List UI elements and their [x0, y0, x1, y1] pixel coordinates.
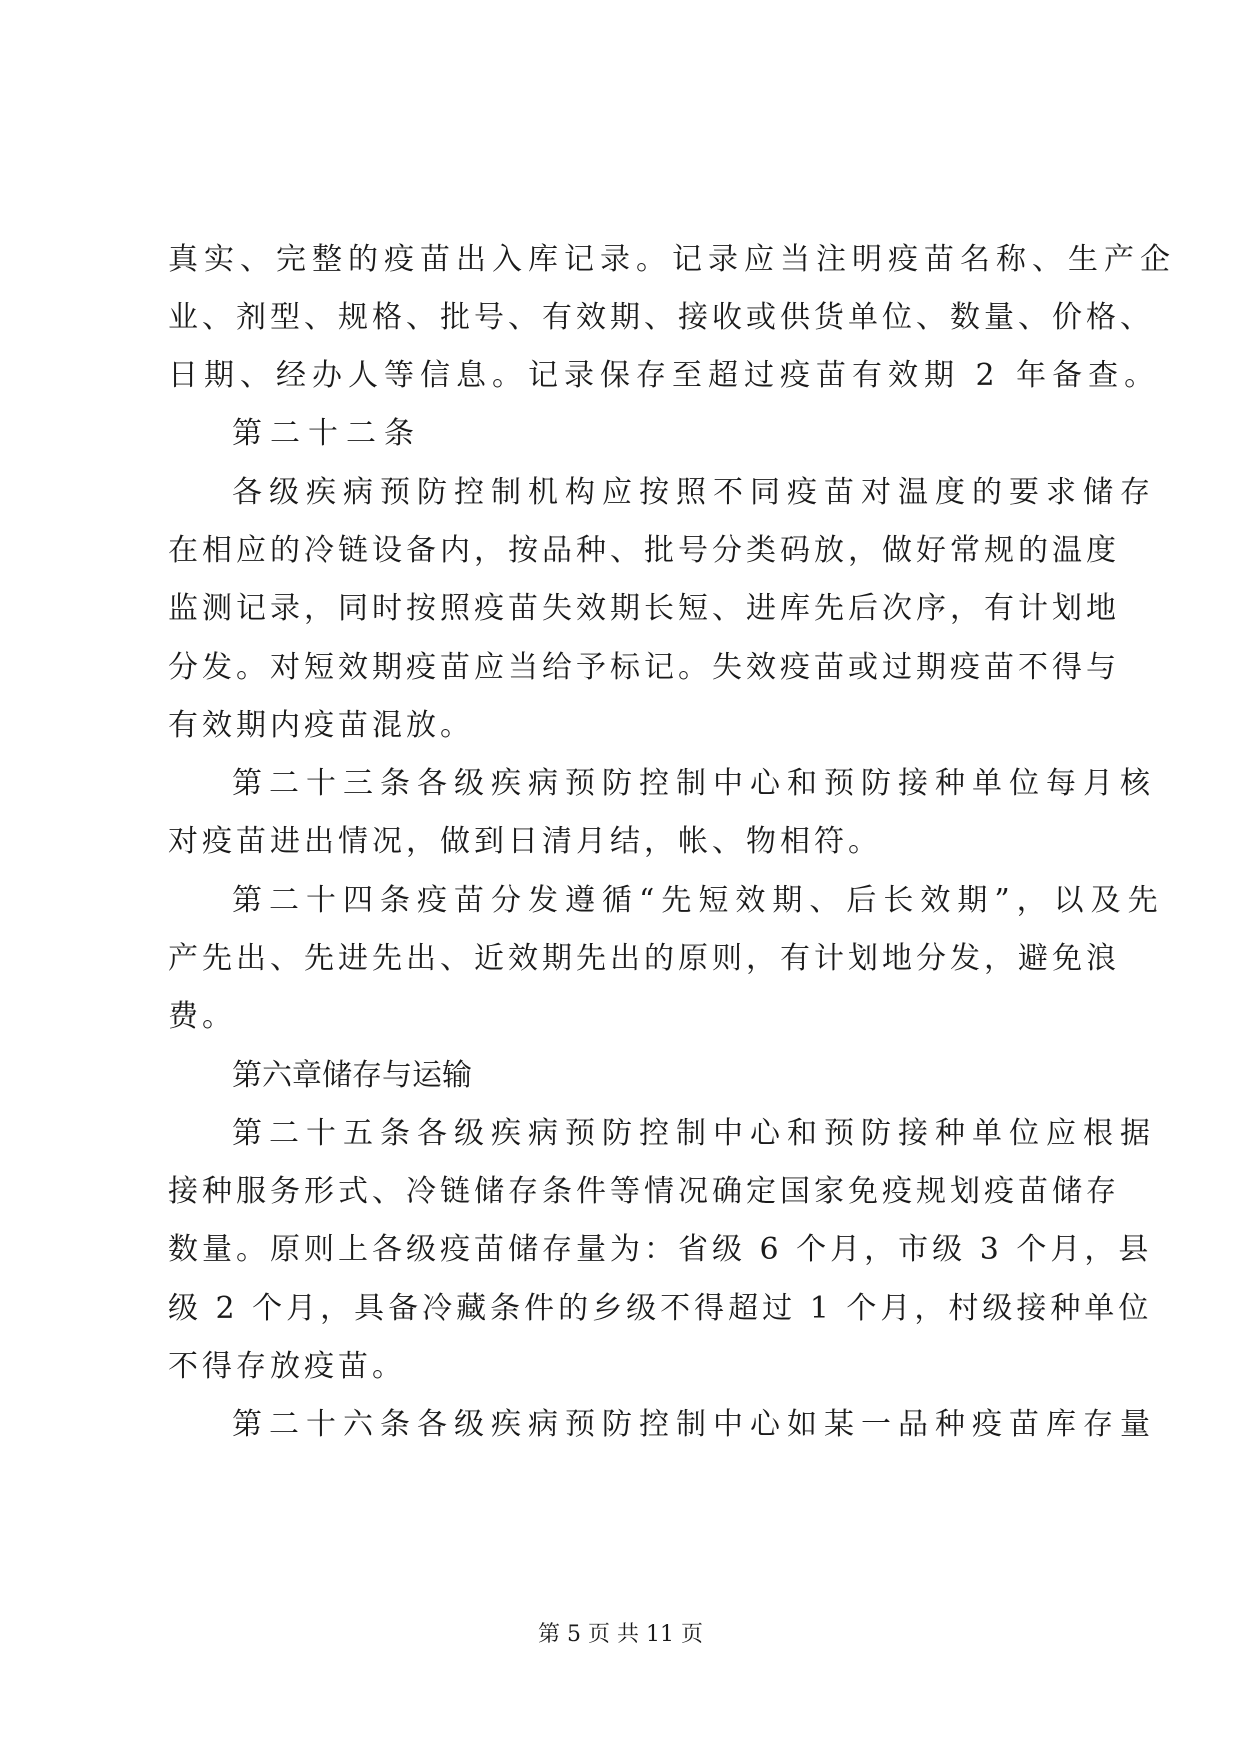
chapter-heading: 第六章储存与运输 [232, 1058, 472, 1093]
text-line: 接种服务形式、冷链储存条件等情况确定国家免疫规划疫苗储存 [168, 1174, 1120, 1209]
text-line: 在相应的冷链设备内，按品种、批号分类码放，做好常规的温度 [168, 533, 1120, 568]
text-line: 分发。对短效期疫苗应当给予标记。失效疫苗或过期疫苗不得与 [168, 650, 1120, 685]
text-line: 第二十六条各级疾病预防控制中心如某一品种疫苗库存量 [232, 1407, 1157, 1442]
article-heading: 第二十二条 [232, 416, 422, 451]
text-line: 有效期内疫苗混放。 [168, 708, 474, 743]
text-line: 费。 [168, 999, 236, 1034]
text-line: 数量。原则上各级疫苗储存量为：省级 6 个月，市级 3 个月，县 [168, 1232, 1153, 1267]
text-line: 第二十五条各级疾病预防控制中心和预防接种单位应根据 [232, 1116, 1157, 1151]
text-line: 第二十四条疫苗分发遵循“先短效期、后长效期”，以及先 [232, 883, 1165, 918]
text-line: 日期、经办人等信息。记录保存至超过疫苗有效期 2 年备查。 [168, 358, 1161, 393]
text-line: 级 2 个月，具备冷藏条件的乡级不得超过 1 个月，村级接种单位 [168, 1291, 1153, 1326]
text-line: 不得存放疫苗。 [168, 1349, 406, 1384]
text-line: 监测记录，同时按照疫苗失效期长短、进库先后次序，有计划地 [168, 591, 1120, 626]
text-line: 对疫苗进出情况，做到日清月结，帐、物相符。 [168, 824, 882, 859]
page-number: 第 5 页 共 11 页 [538, 1622, 703, 1647]
text-line: 第二十三条各级疾病预防控制中心和预防接种单位每月核 [232, 766, 1157, 801]
text-line: 产先出、先进先出、近效期先出的原则，有计划地分发，避免浪 [168, 941, 1120, 976]
text-line: 各级疾病预防控制机构应按照不同疫苗对温度的要求储存 [232, 475, 1157, 510]
text-line: 业、剂型、规格、批号、有效期、接收或供货单位、数量、价格、 [168, 300, 1154, 335]
text-line: 真实、完整的疫苗出入库记录。记录应当注明疫苗名称、生产企 [168, 242, 1176, 277]
